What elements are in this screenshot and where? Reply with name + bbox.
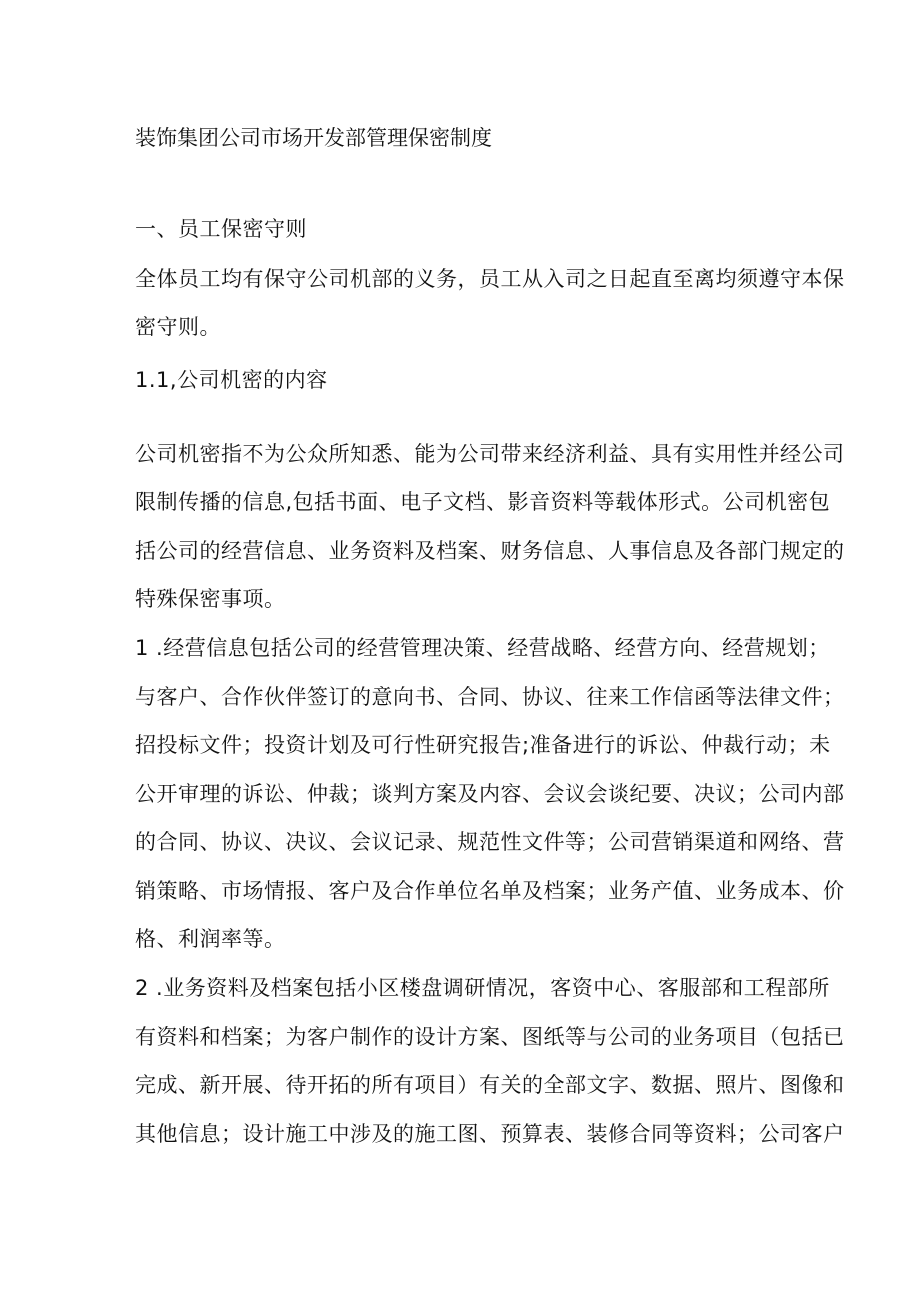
intro-line: 全体员工均有保守公司机部的义务，员工从入司之日起直至离均须遵守本保 [135, 267, 845, 291]
item-2-line: 完成、新开展、待开拓的所有项目）有关的全部文字、数据、照片、图像和 [135, 1073, 845, 1097]
item-1-line: 1 .经营信息包括公司的经营管理决策、经营战略、经营方向、经营规划； [135, 636, 830, 660]
document-title: 装饰集团公司市场开发部管理保密制度 [135, 126, 492, 150]
definition-line: 限制传播的信息,包括书面、电子文档、影音资料等载体形式。公司机密包 [135, 490, 831, 514]
item-2-line: 有资料和档案；为客户制作的设计方案、图纸等与公司的业务项目（包括已 [135, 1025, 845, 1049]
item-1-line: 销策略、市场情报、客户及合作单位名单及档案；业务产值、业务成本、价 [135, 879, 845, 903]
intro-line: 密守则。 [135, 315, 221, 339]
item-1-line: 与客户、合作伙伴签订的意向书、合同、协议、往来工作信函等法律文件； [135, 685, 845, 709]
item-2-line: 其他信息；设计施工中涉及的施工图、预算表、装修合同等资料；公司客户 [135, 1122, 845, 1146]
definition-line: 特殊保密事项。 [135, 587, 286, 611]
definition-line: 公司机密指不为公众所知悉、能为公司带来经济利益、具有实用性并经公司 [135, 442, 845, 466]
item-1-line: 公开审理的诉讼、仲裁；谈判方案及内容、会议会谈纪要、决议；公司内部 [135, 782, 845, 806]
subsection-heading: 1.1,公司机密的内容 [135, 368, 328, 392]
item-1-line: 招投标文件；投资计划及可行性研究报告;准备进行的诉讼、仲裁行动；未 [135, 733, 831, 757]
item-2-line: 2 .业务资料及档案包括小区楼盘调研情况，客资中心、客服部和工程部所 [135, 976, 830, 1000]
section-heading: 一、员工保密守则 [135, 217, 307, 241]
definition-line: 括公司的经营信息、业务资料及档案、财务信息、人事信息及各部门规定的 [135, 539, 845, 563]
item-1-line: 格、利润率等。 [135, 927, 286, 951]
item-1-line: 的合同、协议、决议、会议记录、规范性文件等；公司营销渠道和网络、营 [135, 830, 845, 854]
